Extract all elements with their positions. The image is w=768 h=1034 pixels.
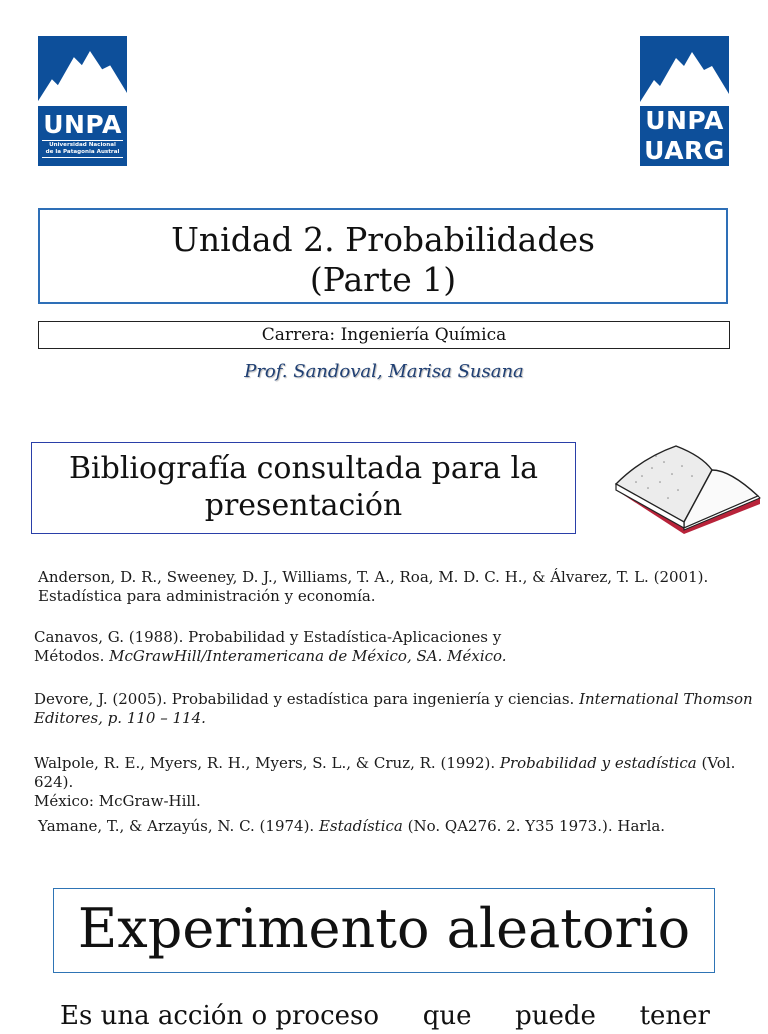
reference-line: Canavos, G. (1988). Probabilidad y Estadística-Aplicaciones y — [34, 628, 502, 646]
professor-name: Prof. Sandoval, Marisa Susana — [244, 361, 524, 382]
title-line-2: (Parte 1) — [309, 260, 457, 299]
title-line-1: Unidad 2. Probabilidades — [171, 220, 595, 259]
reference-line: México: McGraw-Hill. — [34, 792, 201, 810]
bibliography-heading-1: Bibliografía consultada para la — [68, 451, 539, 486]
body-text: que — [422, 1001, 472, 1031]
reference-text-italic: McGrawHill/Interamericana de México, SA. México. — [109, 647, 507, 665]
reference-item — [38, 817, 665, 836]
reference-text-italic: International Thomson — [579, 690, 753, 708]
logo-tagline-1: Universidad Nacional — [49, 142, 116, 148]
reference-text-italic: Editores, p. 110 – 114. — [34, 709, 206, 727]
logo-brand-sub: UARG — [644, 136, 725, 165]
reference-text-italic: Probabilidad y estadística — [499, 754, 697, 772]
body-text: puede — [515, 1001, 596, 1031]
reference-text-italic: Estadística — [318, 817, 403, 835]
reference-line: Estadística para administración y economía. — [38, 587, 376, 605]
section-title: Experimento aleatorio — [53, 888, 715, 973]
reference-line — [34, 690, 753, 709]
logo-tagline — [42, 140, 123, 158]
reference-text: Devore, J. (2005). Probabilidad y estadística para ingeniería y ciencias. — [34, 690, 580, 708]
bibliography-heading-2: presentación — [204, 488, 403, 523]
open-book-icon — [612, 440, 762, 540]
mountain-icon — [640, 36, 729, 106]
section-body — [60, 998, 710, 1034]
reference-line — [38, 817, 665, 836]
page-title — [38, 208, 728, 304]
reference-line — [34, 709, 753, 728]
unpa-uarg-logo-right — [640, 36, 729, 166]
reference-text: (Vol. 624). — [34, 754, 736, 791]
reference-line: Anderson, D. R., Sweeney, D. J., Williams, T. A., Roa, M. D. C. H., & Álvarez, T. L. (2001). — [38, 568, 709, 586]
body-text: Es una acción o proceso — [60, 1001, 380, 1031]
logo-brand: UNPA — [43, 110, 122, 139]
reference-line — [34, 754, 768, 792]
reference-item — [34, 754, 768, 811]
mountain-icon — [38, 36, 127, 106]
logo-tagline-2: de la Patagonia Austral — [45, 149, 120, 155]
body-text: tener — [639, 1001, 710, 1031]
reference-item — [34, 690, 753, 728]
reference-line — [34, 647, 507, 666]
reference-text: Yamane, T., & Arzayús, N. C. (1974). — [38, 817, 319, 835]
reference-item — [34, 628, 507, 666]
reference-text: Métodos. — [34, 647, 110, 665]
logo-brand: UNPA — [645, 106, 724, 135]
career-label: Carrera: Ingeniería Química — [38, 321, 730, 349]
unpa-logo-left — [38, 36, 127, 166]
reference-text: Walpole, R. E., Myers, R. H., Myers, S. L., & Cruz, R. (1992). — [34, 754, 500, 772]
reference-item — [38, 568, 708, 606]
reference-text: (No. QA276. 2. Y35 1973.). Harla. — [402, 817, 666, 835]
bibliography-heading — [31, 442, 576, 534]
